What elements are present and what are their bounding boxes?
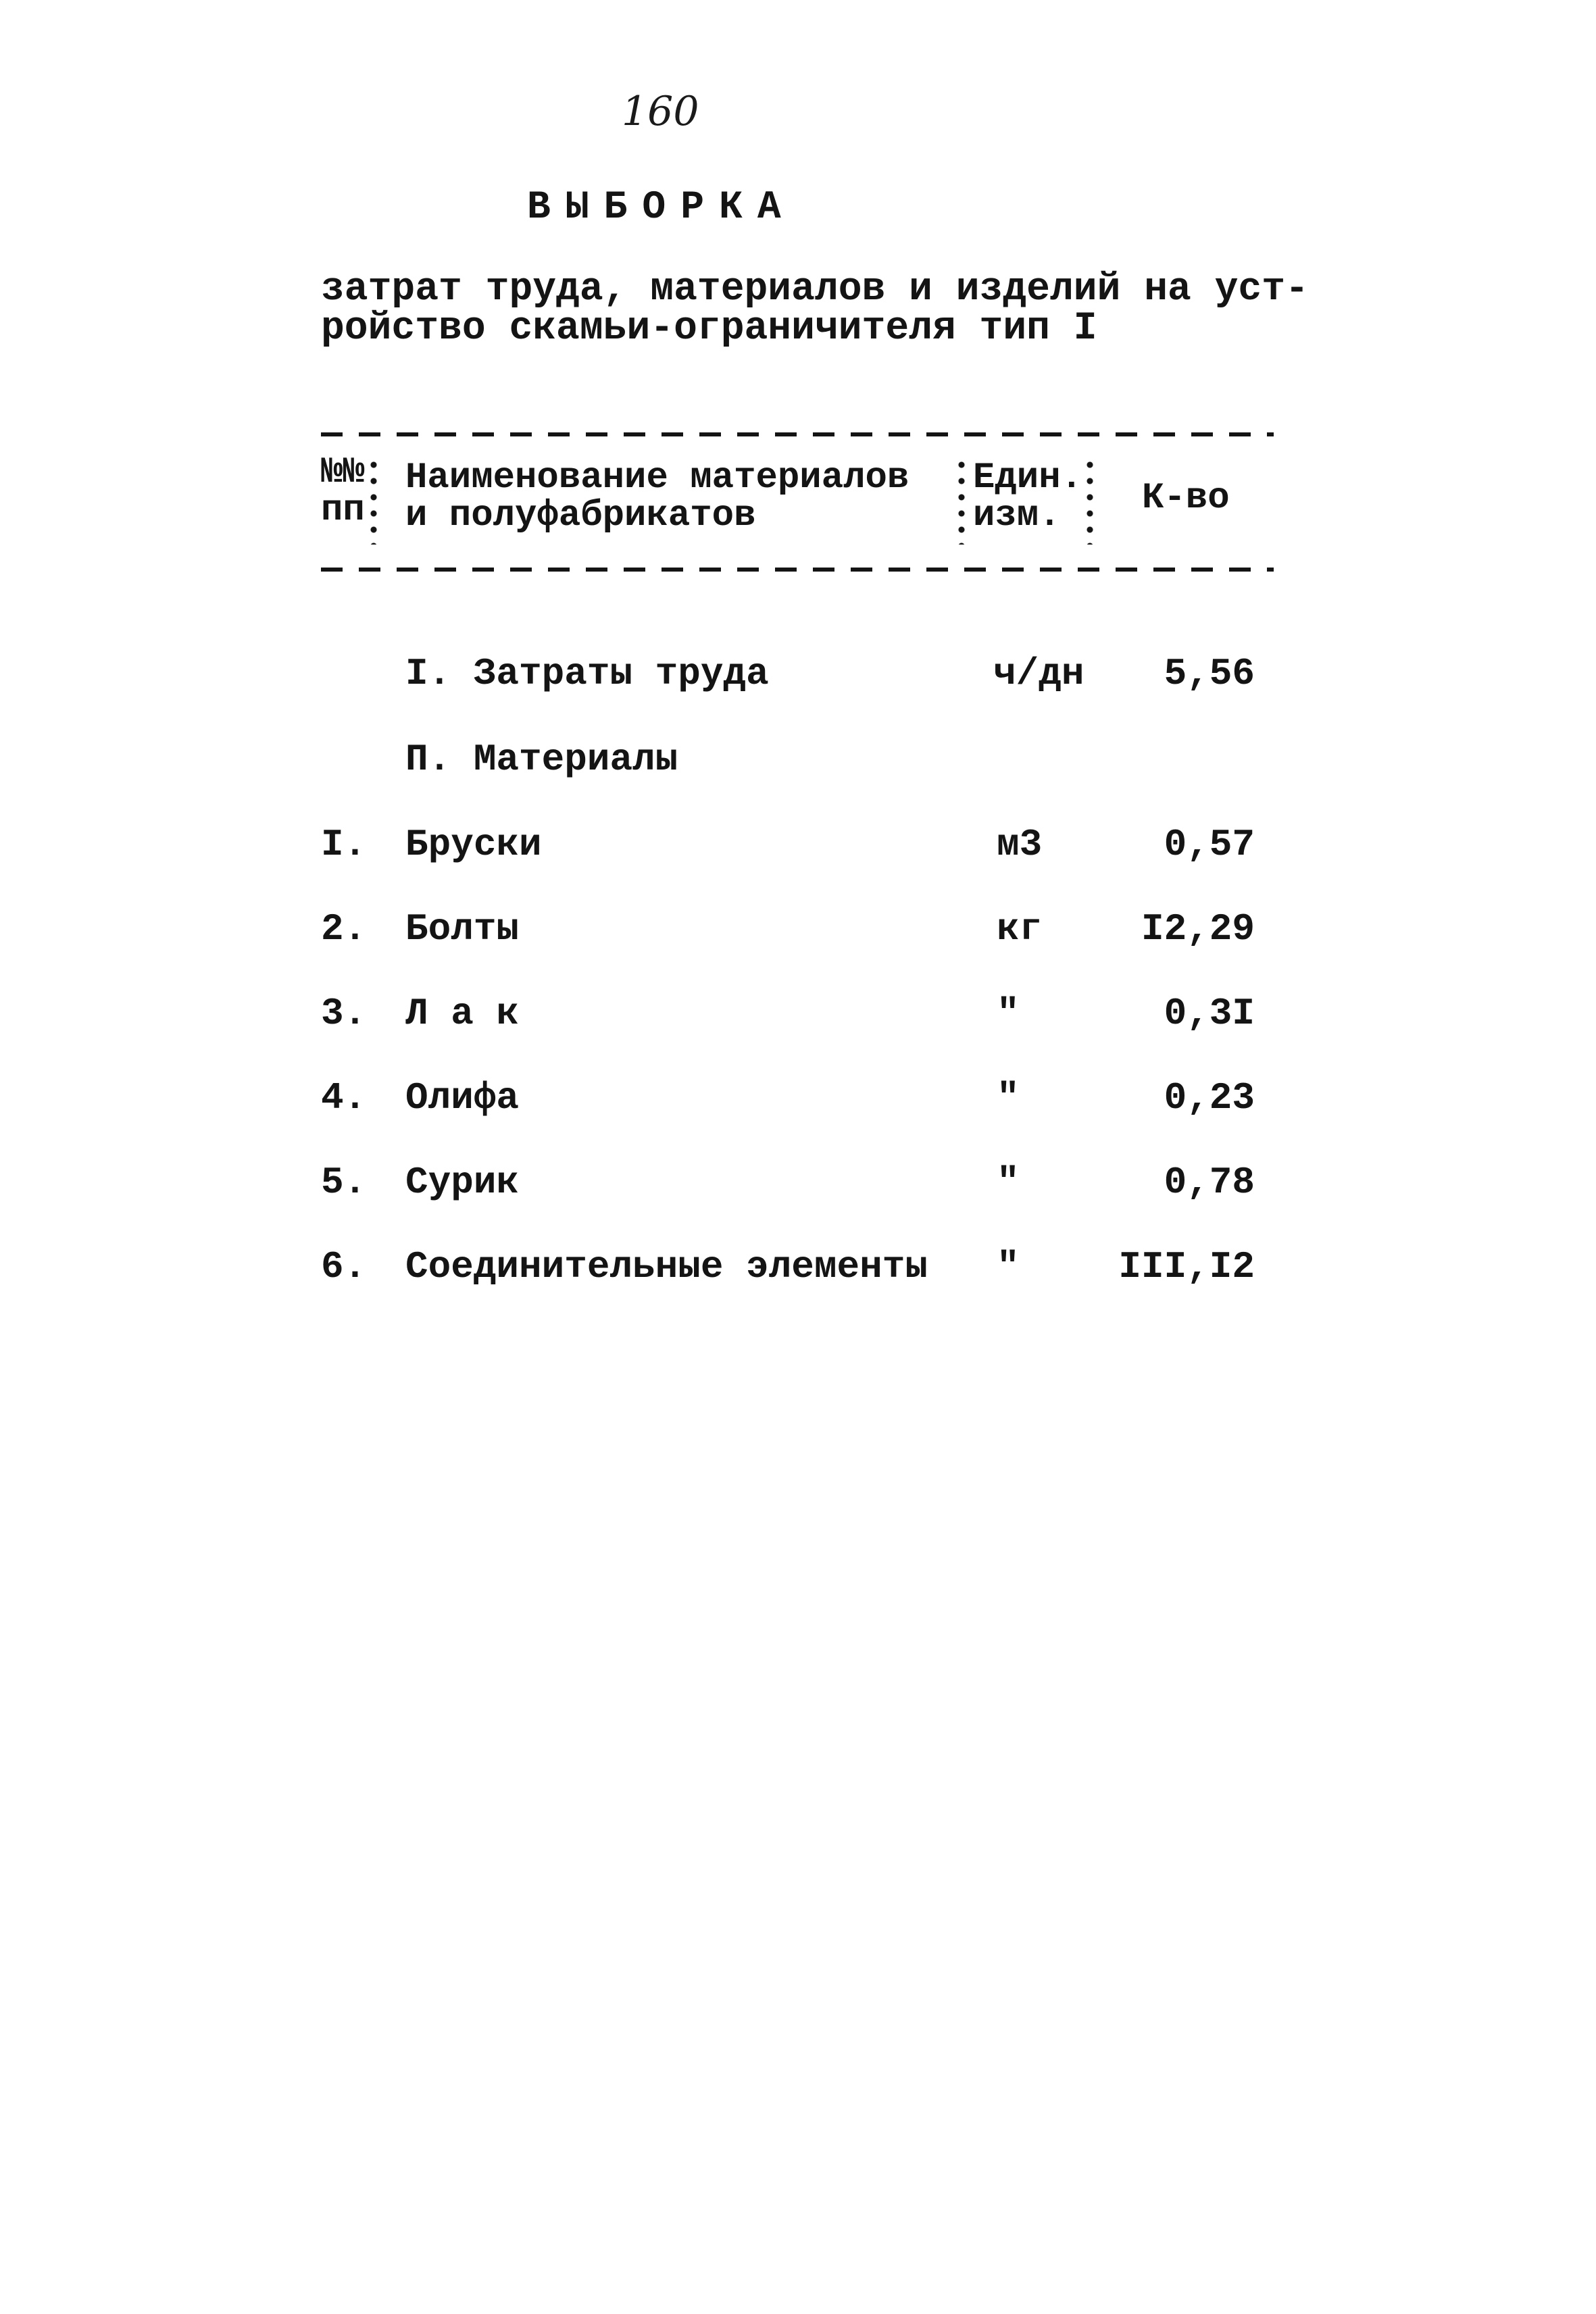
page-number: 160 bbox=[622, 88, 699, 135]
row-number: 6. bbox=[321, 1245, 367, 1288]
header-dotted-separator bbox=[1087, 457, 1093, 545]
row-quantity: 5,56 bbox=[1164, 652, 1255, 695]
table-row bbox=[0, 738, 1596, 785]
row-unit: " bbox=[997, 1076, 1020, 1120]
row-number: I. bbox=[321, 823, 367, 866]
row-name: Сурик bbox=[405, 1161, 520, 1204]
row-unit: " bbox=[997, 1245, 1020, 1288]
row-name: Л а к bbox=[405, 992, 520, 1035]
document-subtitle bbox=[321, 270, 1309, 349]
header-quantity: К-во bbox=[1142, 478, 1230, 519]
table-row bbox=[0, 652, 1596, 699]
row-number: 3. bbox=[321, 992, 367, 1035]
row-number: 4. bbox=[321, 1076, 367, 1120]
row-quantity: I2,29 bbox=[1141, 907, 1255, 951]
row-name: П. Материалы bbox=[405, 738, 678, 781]
subtitle-line-2: ройство скамьи-ограничителя тип I bbox=[321, 307, 1097, 351]
row-name: Болты bbox=[405, 907, 520, 951]
row-quantity: 0,3I bbox=[1164, 992, 1255, 1035]
table-top-dashed-rule bbox=[321, 432, 1274, 436]
subtitle-line-1: затрат труда, материалов и изделий на уст- bbox=[321, 268, 1309, 311]
header-unit: Един. изм. bbox=[973, 457, 1083, 536]
row-name: Бруски bbox=[405, 823, 542, 866]
table-row bbox=[0, 1245, 1596, 1292]
row-number: 5. bbox=[321, 1161, 367, 1204]
row-name: Соединительные элементы bbox=[405, 1245, 928, 1288]
header-number: №№ пп bbox=[321, 452, 365, 531]
row-unit: " bbox=[997, 1161, 1020, 1204]
row-number: 2. bbox=[321, 907, 367, 951]
table-header-dashed-rule bbox=[321, 568, 1274, 572]
row-unit: м3 bbox=[997, 823, 1043, 866]
header-name: Наименование материалов и полуфабрикатов bbox=[405, 457, 909, 536]
row-quantity: 0,23 bbox=[1164, 1076, 1255, 1120]
header-dotted-separator bbox=[958, 457, 965, 545]
table-row bbox=[0, 1076, 1596, 1124]
row-quantity: 0,57 bbox=[1164, 823, 1255, 866]
table-row bbox=[0, 1161, 1596, 1208]
row-quantity: 0,78 bbox=[1164, 1161, 1255, 1204]
row-quantity: III,I2 bbox=[1118, 1245, 1255, 1288]
row-unit: кг bbox=[997, 907, 1043, 951]
row-unit: ч/дн bbox=[993, 652, 1084, 695]
row-name: I. Затраты труда bbox=[405, 652, 769, 695]
row-unit: " bbox=[997, 992, 1020, 1035]
table-row bbox=[0, 907, 1596, 955]
table-row bbox=[0, 823, 1596, 870]
header-dotted-separator bbox=[370, 457, 377, 545]
row-name: Олифа bbox=[405, 1076, 520, 1120]
document-title: ВЫБОРКА bbox=[527, 186, 796, 230]
table-row bbox=[0, 992, 1596, 1039]
